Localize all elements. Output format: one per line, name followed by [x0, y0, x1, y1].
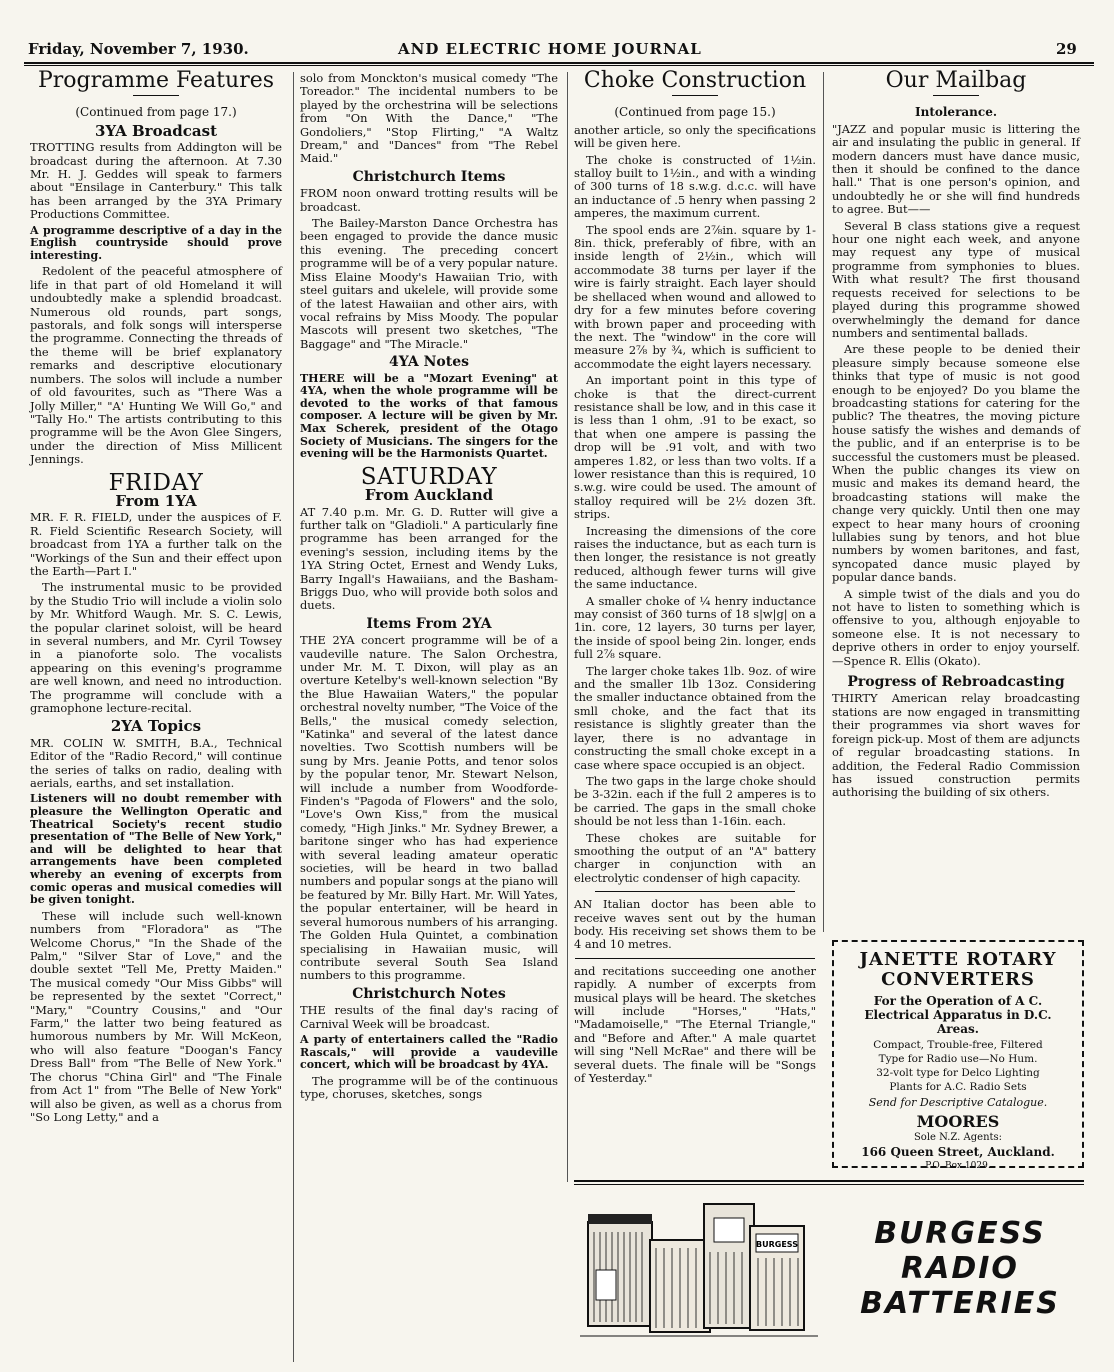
- battery-icon: [588, 1214, 652, 1326]
- header-journal: AND ELECTRIC HOME JOURNAL: [398, 40, 702, 58]
- ad-address: 166 Queen Street, Auckland.: [861, 1145, 1055, 1159]
- battery-label: BURGESS: [756, 1240, 798, 1249]
- paragraph: Increasing the dimensions of the core raises the inductance, but as each turn is then longer, the resistance is not greatly reduced, although fewer turns will give the same inductance.: [574, 523, 816, 592]
- paragraph: FROM noon onward trotting results will be broadcast.: [300, 186, 558, 214]
- section-title: Choke Construction: [583, 68, 807, 93]
- paragraph: THIRTY American relay broadcasting stations are now engaged in transmitting their programmes via short waves for foreign pick-up. Most of them are adjuncts of regular broadcasting stations. In addition, the Federal Radio Commission has issued construction permits authorising the building of six others.: [832, 691, 1080, 800]
- bold-note: THERE will be a "Mozart Evening" at 4YA, when the whole programme will be devoted to the works of that famous composer. A lecture will be given by Mr. Max Scherek, president of the Otago Society of Musicians. The singers for the evening will be the Harmonists Quartet.: [300, 371, 558, 461]
- ad-text: P.O. Box 1029.: [925, 1161, 991, 1171]
- paragraph: Are these people to be denied their pleasure simply because someone else thinks that type of music is not good enough to be enjoyed? Do you blame the broadcasting stations for catering for the public? The theatres, the moving picture house satisfy the wishes and demands of the public, and if an enterprise is to be successful the customers must be pleased. When the public changes its view on music and makes its demand heard, the broadcasting stations will make the change very quickly. Until then one may expect to hear many hours of crooning lullabies sung by tenors, and hot blue numbers by women baritones, and fast, syncopated dance music played by popular dance bands.: [832, 342, 1080, 585]
- continued-note: (Continued from page 17.): [75, 105, 237, 120]
- ad-headline: BATTERIES: [860, 1286, 1060, 1321]
- ad-rule: [574, 1184, 1084, 1185]
- burgess-advertisement: [842, 1216, 1078, 1321]
- ad-headline: JANETTE ROTARY: [859, 949, 1057, 970]
- subheading: Items From 2YA: [366, 615, 492, 632]
- subheading: Intolerance.: [914, 105, 998, 120]
- subheading: 2YA Topics: [110, 717, 202, 736]
- paragraph: These chokes are suitable for smoothing the output of an "A" battery charger in conjunction with an electrolytic condenser of high capacity.: [574, 830, 816, 885]
- ad-headline: RADIO: [901, 1251, 1019, 1286]
- ad-headline: BURGESS: [874, 1216, 1046, 1251]
- paragraph: The two gaps in the large choke should be 3-32in. each if the full 2 amperes is to be carried. The gaps in the small choke should be not less than 1-16in. each.: [574, 773, 816, 829]
- paragraph: AN Italian doctor has been able to receive waves sent out by the human body. His receiving set shows them to be 4 and 10 metres.: [574, 897, 816, 952]
- column-4: [832, 68, 1080, 803]
- divider: [672, 95, 718, 96]
- paragraph: THE 2YA concert programme will be of a vaudeville nature. The Salon Orchestra, under Mr. M. T. Dixon, will play as an overture Ketelby's well-known selection "By the Blue Hawaiian Waters," the popular orchestral novelty number, "The Voice of the Bells," the musical comedy selection, "Katinka" and several of the latest dance novelties. Two Scottish numbers will be sung by Mrs. Jeanie Potts, and tenor solos by the popular tenor, Mr. Stewart Nelson, will include a number from Woodforde-Finden's "Pagoda of Flowers" and the solo, "Love's Own Kiss," from the musical comedy, "High Jinks." Mr. Sydney Brewer, a baritone singer who has had experience with several leading amateur operatic societies, will be heard in two ballad numbers and popular songs at the piano will be featured by Mr. Billy Hart. Mr. Will Yates, the popular entertainer, will be heard in several humorous numbers of his arranging. The Golden Hula Quintet, a combination specialising in Hawaiian music, will contribute several South Sea Island numbers to this programme.: [300, 633, 559, 983]
- ad-text: Electrical Apparatus in D.C.: [864, 1008, 1052, 1022]
- paragraph: A simple twist of the dials and you do not have to listen to something which is offensive to you, although enjoyable to someone else. It is not necessary to deprive others in order to enjoy yourself.—Spence R. Ellis (Okato).: [832, 586, 1080, 668]
- page-number: 29: [1056, 40, 1077, 58]
- subheading: From 1YA: [115, 491, 197, 510]
- divider: [133, 95, 179, 96]
- ad-text: Type for Radio use—No Hum.: [878, 1053, 1038, 1065]
- subheading: 3YA Broadcast: [94, 121, 218, 140]
- battery-icon: [750, 1226, 804, 1330]
- paragraph: These will include such well-known numbers from "Floradora" as "The Welcome Chorus," "In the Shade of the Palm," "Silver Star of Love," and the double sextet "Tell Me, Pretty Maiden." The musical comedy "Our Miss Gibbs" will be represented by the sextet "Correct," "Mary," "Country Cousins," and "Our Farm," the latter two being featured as humorous numbers by Mr. Will McKeon, who will also feature "Doogan's Fancy Dress Ball" from "The Belle of New York." The chorus "China Girl" and "The Finale from Act 1" from "The Belle of New York" will also be given, as well as a chorus from "So Long Letty," and a: [30, 908, 282, 1124]
- paragraph: The choke is constructed of 1½in. stalloy built to 1½in., and with a winding of 300 turns of 18 s.w.g. d.c.c. will have an inductance of .5 henry when passing 2 amperes, the maximum current.: [574, 152, 816, 221]
- paragraph: "JAZZ and popular music is littering the air and insulating the public in general. If modern dancers must have dance music, then it should be confined to the dance hall." That is one person's opinion, and undoubtedly he or she will find hundreds to agree. But——: [832, 121, 1080, 217]
- ad-headline: CONVERTERS: [881, 969, 1035, 990]
- bold-note: Listeners will no doubt remember with pleasure the Wellington Operatic and Theatrical Society's recent studio presentation of "The Belle of New York," and will be delighted to hear that arrangements have been completed whereby an evening of excerpts from comic operas and musical comedies will be given tonight.: [30, 792, 282, 907]
- ad-rule: [574, 1180, 1084, 1182]
- ad-text: Areas.: [937, 1022, 979, 1036]
- batteries-illustration: [580, 1192, 818, 1342]
- paragraph: Several B class stations give a request hour one night each week, and anyone may request any type of musical programme from symphonies to blues. With what result? The first thousand requests received for selections to be played during this programme showed overwhelmingly the demand for dance numbers and sentimental ballads.: [832, 218, 1080, 340]
- subheading: Christchurch Items: [352, 168, 506, 185]
- divider: [933, 95, 979, 96]
- ad-text: Send for Descriptive Catalogue.: [868, 1096, 1048, 1109]
- ad-text: 32-volt type for Delco Lighting: [876, 1067, 1040, 1079]
- ad-text: For the Operation of A C.: [873, 994, 1043, 1008]
- header-date: Friday, November 7, 1930.: [28, 40, 249, 58]
- bold-note: A party of entertainers called the "Radio Rascals," will provide a vaudeville concert, which will be broadcast by 4YA.: [300, 1032, 558, 1072]
- battery-icon: [650, 1240, 710, 1332]
- paragraph: The larger choke takes 1lb. 9oz. of wire and the smaller 1lb 13oz. Considering the smaller inductance obtained from the smll choke, and the fact that its resistance is slightly greater than the layer, there is no advantage in constructing the small choke except in a case where space occupied is an object.: [574, 663, 816, 772]
- day-heading: SATURDAY: [360, 463, 498, 490]
- ad-text: Plants for A.C. Radio Sets: [889, 1081, 1027, 1093]
- section-title: Programme Features: [37, 68, 275, 93]
- paragraph: Redolent of the peaceful atmosphere of life in that part of old Homeland it will undoubtedly make a splendid broadcast. Numerous old rounds, part songs, pastorals, and folk songs will intersperse the programme. Connecting the threads of the theme will be brief explanatory remarks and descriptive elocutionary numbers. The solos will include a number of old favourites, such as "There Was a Jolly Miller," "A' Hunting We Will Go," and "Tally Ho." The artists contributing to this programme will be the Avon Glee Singers, under the direction of Miss Millicent Jennings.: [30, 264, 282, 467]
- column-divider: [293, 72, 294, 1362]
- ad-company: MOORES: [916, 1112, 1000, 1131]
- paragraph: and recitations succeeding one another rapidly. A number of excerpts from musical plays will be heard. The sketches will include "Horses," "Hats," "Madamoiselle," "The Eternal Triangle," and "Before and After." A male quartet will sing "Nell McRae" and there will be several duets. The finale will be "Songs of Yesterday.": [574, 963, 816, 1086]
- column-3: [574, 68, 816, 1088]
- subheading: 4YA Notes: [389, 354, 469, 371]
- paragraph: another article, so only the specifications will be given here.: [574, 122, 816, 151]
- column-2: [300, 72, 558, 1105]
- bold-note: A programme descriptive of a day in the English countryside should prove interesting.: [30, 223, 282, 262]
- column-divider: [567, 72, 568, 1182]
- paragraph: MR. COLIN W. SMITH, B.A., Technical Editor of the "Radio Record," will continue the series of talks on radio, dealing with aerials, earths, and set installation.: [30, 735, 282, 791]
- paragraph: TROTTING results from Addington will be broadcast during the afternoon. At 7.30 Mr. H. J. Geddes will speak to farmers about "Ensilage in Canterbury." This talk has been arranged by the 3YA Primary Productions Committee.: [30, 140, 282, 222]
- subheading: From Auckland: [364, 486, 494, 505]
- divider: [595, 891, 795, 892]
- section-title: Our Mailbag: [885, 68, 1027, 93]
- paragraph: solo from Monckton's musical comedy "The Toreador." The incidental numbers to be played by the orchestrina will be selections from "On With the Dance," "The Gondoliers," "Stop Flirting," "A Waltz Dream," and "Dances" from "The Rebel Maid.": [300, 71, 558, 166]
- battery-icon: [704, 1204, 754, 1328]
- converter-advertisement: [832, 940, 1084, 1171]
- divider: [575, 958, 815, 959]
- paragraph: The spool ends are 2⅞in. square by 1-8in. thick, preferably of fibre, with an inside length of 2½in., which will accommodate 38 turns per layer if the wire is fairly straight. Each layer should be shellaced when wound and allowed to dry for a few minutes before covering with brown paper and proceeding with the next. The "window" in the core will measure 2⅞ by ¾, which is sufficient to accommodate the eight layers necessary.: [574, 222, 816, 371]
- paragraph: AT 7.40 p.m. Mr. G. D. Rutter will give a further talk on "Gladioli." A particularly fine programme has been arranged for the evening's session, including items by the 1YA String Octet, Ernest and Wendy Luks, Barry Ingall's Hawaiians, and the Basham-Briggs Duo, who will provide both solos and duets.: [300, 504, 558, 613]
- subheading: Christchurch Notes: [352, 985, 506, 1002]
- ad-text: Sole N.Z. Agents:: [913, 1132, 1003, 1143]
- paragraph: The instrumental music to be provided by the Studio Trio will include a violin solo by Mr. Whitford Waugh. Mr. S. C. Lewis, the popular clarinet soloist, will be heard in several numbers, and Mr. Cyril Towsey in a pianoforte solo. The vocalists appearing on this evening's programme are well known, and need no introduction. The programme will conclude with a gramophone lecture-recital.: [30, 580, 282, 716]
- header-rule: [24, 62, 1094, 64]
- paragraph: The Bailey-Marston Dance Orchestra has been engaged to provide the dance music this evening. The preceding concert programme will be of a very popular nature. Miss Elaine Moody's Hawaiian Trio, with steel guitars and ukelele, will provide some of the latest Hawaiian and other airs, with vocal refrains by Miss Moody. The popular Mascots will present two sketches, "The Baggage" and "The Miracle.": [300, 216, 558, 351]
- paragraph: A smaller choke of ¼ henry inductance may consist of 360 turns of 18 s|w|g| on a 1in. core, 12 layers, 30 turns per layer, the inside of spool being 2in. longer, ends full 2⅞ square.: [574, 593, 816, 662]
- continued-note: (Continued from page 15.): [614, 105, 776, 120]
- paragraph: THE results of the final day's racing of Carnival Week will be broadcast.: [300, 1003, 558, 1031]
- paragraph: The programme will be of the continuous type, choruses, sketches, songs: [300, 1073, 558, 1102]
- column-divider: [823, 72, 824, 932]
- subheading: Progress of Rebroadcasting: [847, 674, 1065, 691]
- paragraph: An important point in this type of choke is that the direct-current resistance shall be low, and in this case it is less than 1 ohm, .91 to be exact, so that when one ampere is passing the drop will be .91 volt, and with two amperes 1.82, or less than two volts. If a lower resistance than this is required, 10 s.w.g. wire could be used. The amount of stalloy required will be 2½ dozen 3ft. strips.: [574, 373, 816, 522]
- paragraph: MR. F. R. FIELD, under the auspices of F. R. Field Scientific Research Society, will broadcast from 1YA a further talk on the "Workings of the Sun and their effect upon the Earth—Part I.": [30, 510, 282, 578]
- day-heading: FRIDAY: [108, 469, 204, 496]
- header-rule-thin: [24, 65, 1094, 66]
- column-1: [30, 68, 282, 1127]
- ad-text: Compact, Trouble-free, Filtered: [873, 1039, 1043, 1051]
